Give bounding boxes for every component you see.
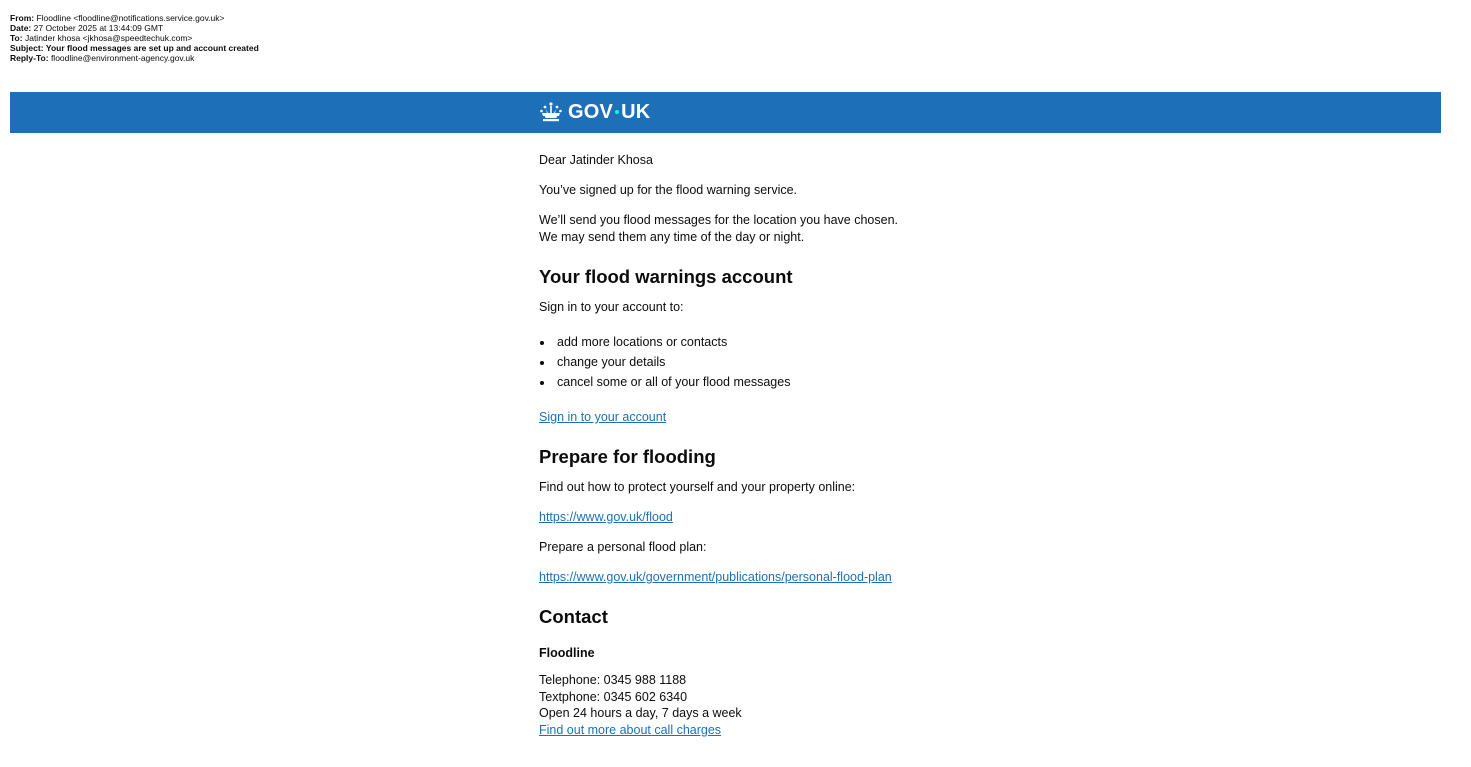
email-headers bbox=[10, 13, 259, 63]
crown-icon bbox=[539, 101, 563, 123]
list-item-text: cancel some or all of your flood messages bbox=[557, 375, 791, 389]
textphone-text: Textphone: 0345 602 6340 bbox=[539, 690, 688, 704]
subject-value: Your flood messages are set up and account created bbox=[45, 43, 259, 53]
contact-heading: Contact bbox=[539, 606, 608, 627]
date-label: Date: bbox=[10, 23, 32, 33]
account-intro: Sign in to your account to: bbox=[539, 300, 684, 314]
replyto-label: Reply-To: bbox=[10, 53, 49, 63]
logo-text-right: UK bbox=[621, 100, 651, 123]
prepare-heading: Prepare for flooding bbox=[539, 446, 716, 467]
logo-dot bbox=[615, 110, 619, 114]
call-charges-link[interactable]: Find out more about call charges bbox=[539, 723, 722, 737]
contact-name: Floodline bbox=[539, 646, 595, 660]
hours-text: Open 24 hours a day, 7 days a week bbox=[539, 706, 742, 720]
date-row bbox=[10, 23, 259, 33]
send-text-line1: We’ll send you flood messages for the location you have chosen. bbox=[539, 213, 899, 227]
list-item-text: change your details bbox=[557, 355, 666, 369]
subject-label: Subject: bbox=[10, 43, 44, 53]
account-heading: Your flood warnings account bbox=[539, 266, 793, 287]
bullet-icon bbox=[540, 361, 544, 365]
govuk-banner bbox=[10, 92, 1441, 133]
sign-in-link[interactable]: Sign in to your account bbox=[539, 410, 667, 424]
subject-row bbox=[10, 43, 259, 53]
date-value: 27 October 2025 at 13:44:09 GMT bbox=[33, 23, 164, 33]
to-value[interactable]: Jatinder khosa <jkhosa@speedtechuk.com> bbox=[24, 33, 193, 43]
greeting: Dear Jatinder Khosa bbox=[539, 153, 653, 167]
from-label: From: bbox=[10, 13, 35, 23]
bullet-icon bbox=[540, 381, 544, 385]
to-row bbox=[10, 33, 259, 43]
govuk-logo[interactable] bbox=[539, 100, 650, 124]
from-row bbox=[10, 13, 259, 23]
send-text-line2: We may send them any time of the day or night. bbox=[539, 230, 805, 244]
bullet-icon bbox=[540, 341, 544, 345]
flood-plan-link[interactable]: https://www.gov.uk/government/publications/personal-flood-plan bbox=[539, 570, 892, 584]
replyto-value[interactable]: floodline@environment-agency.gov.uk bbox=[50, 53, 195, 63]
from-value[interactable]: Floodline <floodline@notifications.service.gov.uk> bbox=[36, 13, 225, 23]
flood-info-link[interactable]: https://www.gov.uk/flood bbox=[539, 510, 673, 524]
signed-up-text: You’ve signed up for the flood warning service. bbox=[539, 183, 798, 197]
plan-intro: Prepare a personal flood plan: bbox=[539, 540, 707, 554]
replyto-row bbox=[10, 53, 259, 63]
to-label: To: bbox=[10, 33, 23, 43]
telephone-text: Telephone: 0345 988 1188 bbox=[539, 673, 687, 687]
prepare-intro: Find out how to protect yourself and your property online: bbox=[539, 480, 856, 494]
list-item-text: add more locations or contacts bbox=[557, 335, 728, 349]
logo-text-left: GOV bbox=[568, 100, 614, 123]
govuk-logo-text bbox=[568, 101, 650, 124]
